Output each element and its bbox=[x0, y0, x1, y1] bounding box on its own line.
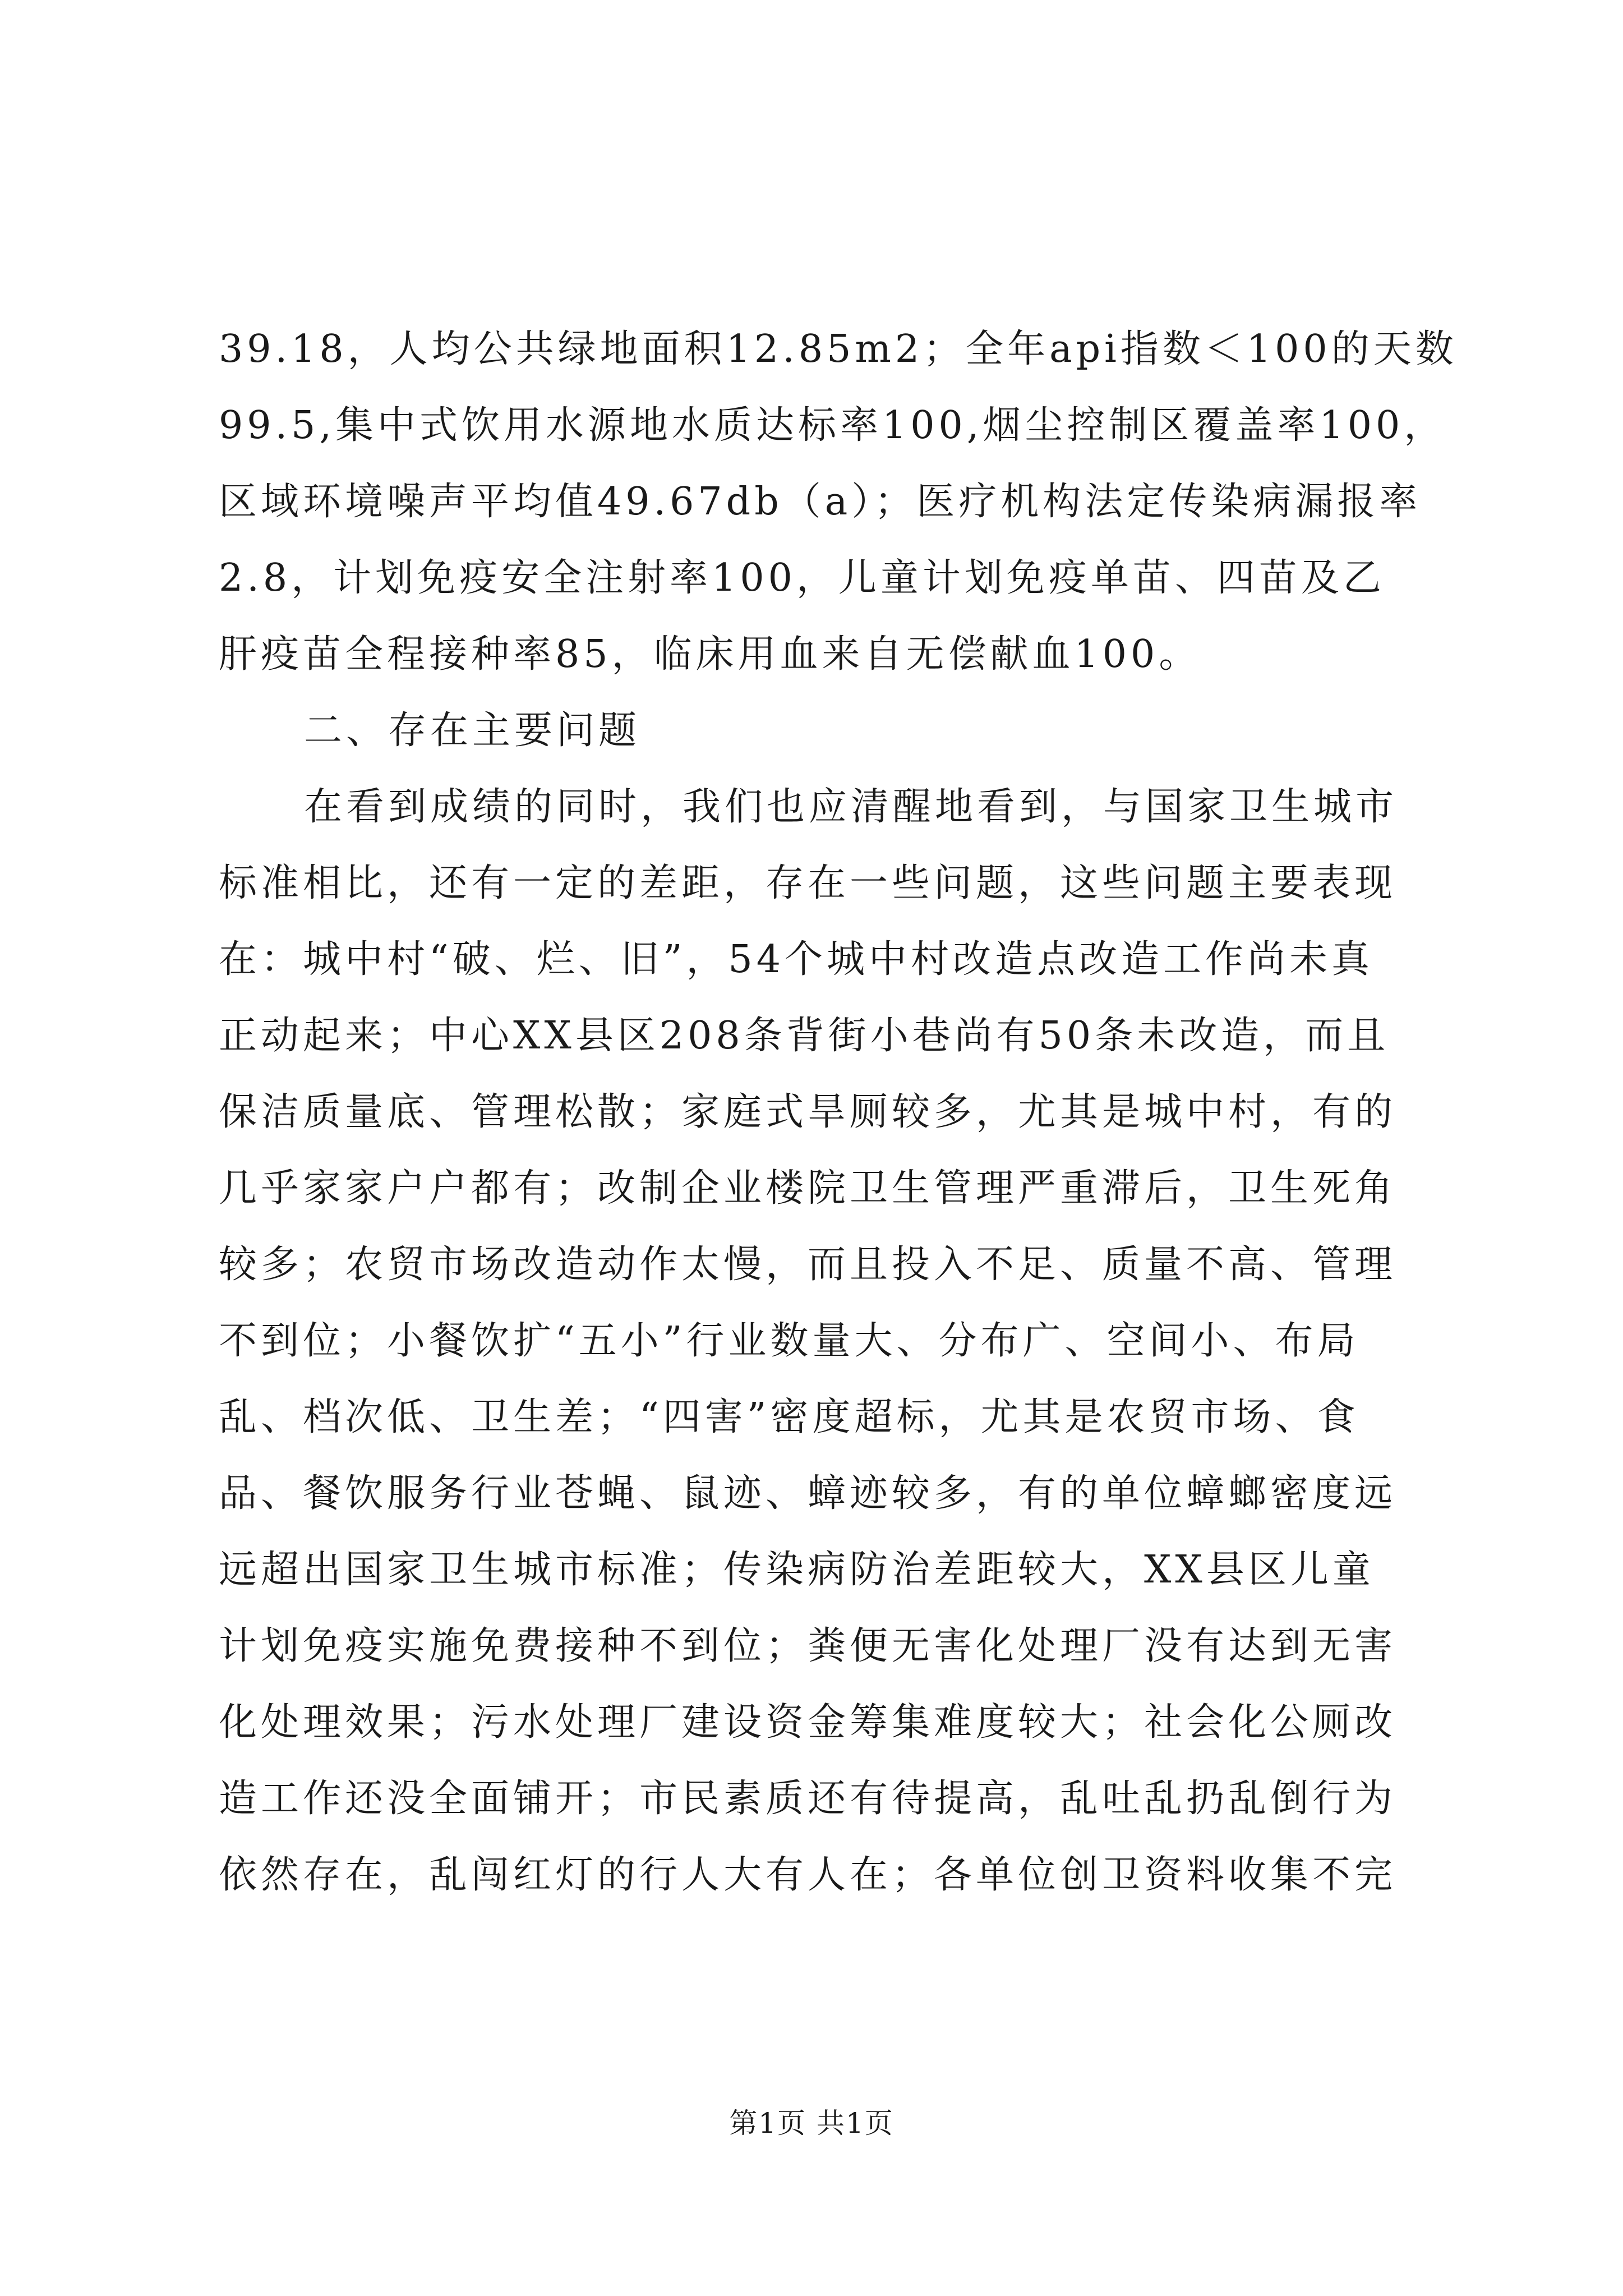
paragraph-first-line: 在看到成绩的同时，我们也应清醒地看到，与国家卫生城市 bbox=[304, 785, 1398, 829]
text-line: 不到位；小餐饮扩“五小”行业数量大、分布广、空间小、布局 bbox=[219, 1319, 1359, 1363]
text-line: 化处理效果；污水处理厂建设资金筹集难度较大；社会化公厕改 bbox=[219, 1700, 1397, 1745]
text-line: 正动起来；中心XX县区208条背街小巷尚有50条未改造，而且 bbox=[219, 1014, 1390, 1058]
text-line: 几乎家家户户都有；改制企业楼院卫生管理严重滞后，卫生死角 bbox=[219, 1166, 1397, 1211]
text-line: 计划免疫实施免费接种不到位；粪便无害化处理厂没有达到无害 bbox=[219, 1624, 1397, 1668]
text-line: 39.18，人均公共绿地面积12.85m2；全年api指数＜100的天数 bbox=[219, 327, 1458, 371]
text-line: 区域环境噪声平均值49.67db（a）；医疗机构法定传染病漏报率 bbox=[219, 480, 1422, 524]
text-line: 99.5,集中式饮用水源地水质达标率100,烟尘控制区覆盖率100， bbox=[219, 403, 1446, 448]
text-line: 乱、档次低、卫生差；“四害”密度超标，尤其是农贸市场、食 bbox=[219, 1395, 1359, 1439]
text-line: 较多；农贸市场改造动作太慢，而且投入不足、质量不高、管理 bbox=[219, 1243, 1397, 1287]
text-line: 造工作还没全面铺开；市民素质还有待提高，乱吐乱扔乱倒行为 bbox=[219, 1777, 1397, 1821]
text-line: 保洁质量底、管理松散；家庭式旱厕较多，尤其是城中村，有的 bbox=[219, 1090, 1397, 1134]
text-line: 标准相比，还有一定的差距，存在一些问题，这些问题主要表现 bbox=[219, 861, 1397, 905]
text-line: 2.8，计划免疫安全注射率100，儿童计划免疫单苗、四苗及乙 bbox=[219, 556, 1385, 600]
text-line: 在：城中村“破、烂、旧”，54个城中村改造点改造工作尚未真 bbox=[219, 937, 1374, 982]
text-line: 依然存在，乱闯红灯的行人大有人在；各单位创卫资料收集不完 bbox=[219, 1853, 1397, 1897]
page-footer: 第1页 共1页 bbox=[729, 2107, 894, 2139]
text-line: 远超出国家卫生城市标准；传染病防治差距较大，XX县区儿童 bbox=[219, 1548, 1375, 1592]
section-heading: 二、存在主要问题 bbox=[304, 708, 641, 753]
text-line: 品、餐饮服务行业苍蝇、鼠迹、蟑迹较多，有的单位蟑螂密度远 bbox=[219, 1471, 1397, 1516]
text-line: 肝疫苗全程接种率85，临床用血来自无偿献血100。 bbox=[219, 632, 1201, 677]
document-body bbox=[219, 311, 1458, 1913]
